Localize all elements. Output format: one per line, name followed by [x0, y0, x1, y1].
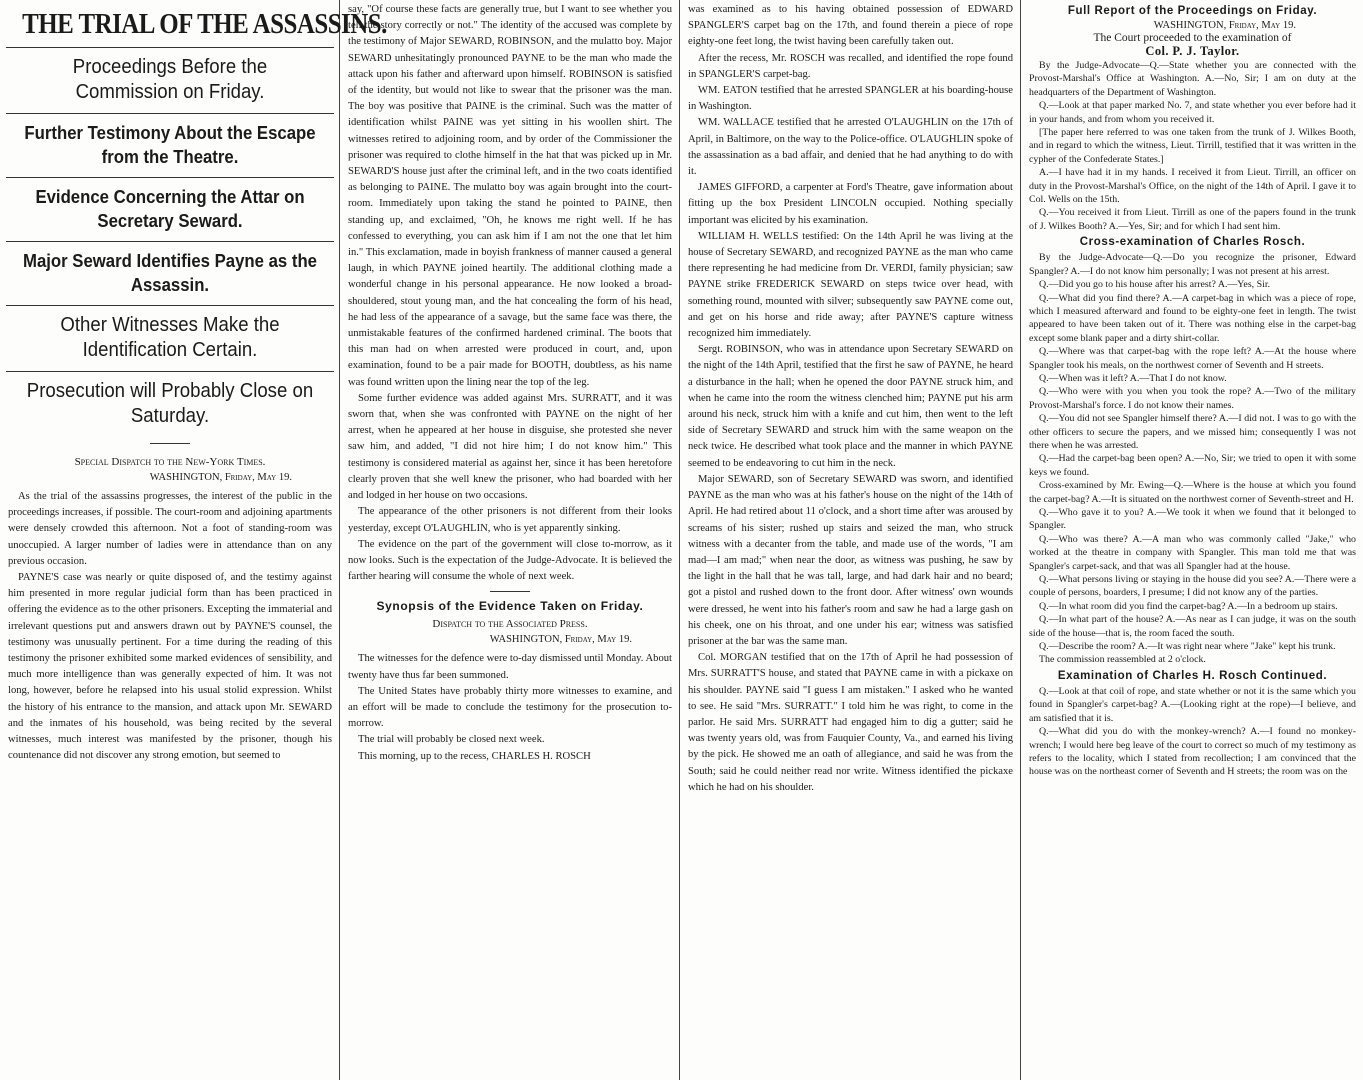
paragraph: Q.—You did not see Spangler himself there? A.—I did not. I was to go with the other officers to secure the papers, and we missed him; consequently I was not there when he was arrested.	[1029, 413, 1356, 451]
paragraph: Q.—In what part of the house? A.—As near as I can judge, it was on the south side of the house—that is, the room faced the south.	[1029, 614, 1356, 639]
paragraph: As the trial of the assassins progresses, the interest of the public in the proceedings increases, if possible. The court-room and adjoining apartments were densely crowded this afternoon. Not a foot of standing-room was unoccupied. A larger number of ladies were in attendance than on any previous occasion.	[8, 491, 332, 567]
dek-1: Proceedings Before the Commission on Friday.	[72, 56, 268, 103]
paragraph: was examined as to his having obtained possession of EDWARD SPANGLER'S carpet bag on the 17th, and found therein a piece of rope eighty-one feet long, the twist having been carefully taken out.	[688, 4, 1013, 48]
dek-4: Major Seward Identifies Payne as the Assassin.	[23, 251, 317, 295]
paragraph: Q.—What did you do with the monkey-wrench? A.—I found no monkey-wrench; I would here beg leave of the court to correct so much of my testimony as refers to the locality, which I stated from recollection; I am convinced that the house was on the northeast corner of Seventh and H streets; the room was on the	[1029, 726, 1356, 778]
dek-3: Evidence Concerning the Attar on Secretary Seward.	[35, 187, 305, 231]
paragraph: Q.—Who was there? A.—A man who was commonly called "Jake," who worked at the theatre in company with Spangler. This man told me that was Spangler's carpet-sack, and that was all Spangler had at the house.	[1029, 533, 1356, 572]
paragraph: Q.—When was it left? A.—That I do not know.	[1039, 372, 1227, 384]
paragraph: The appearance of the other prisoners is not different from their looks yesterday, except O'LAUGHLIN, who is yet apparently sinking.	[348, 506, 672, 534]
paragraph: Cross-examined by Mr. Ewing—Q.—Where is the house at which you found the carpet-bag? A.—It is situated on the northwest corner of Seventh-street and H.	[1029, 480, 1356, 505]
paragraph: The United States have probably thirty more witnesses to examine, and an effort will be made to conclude the testimony for the prosecution to-morrow.	[348, 685, 672, 730]
dek-2: Further Testimony About the Escape from the Theatre.	[24, 123, 316, 167]
paragraph: Q.—Did you go to his house after his arrest? A.—Yes, Sir.	[1039, 279, 1271, 291]
short-rule	[490, 591, 530, 592]
paragraph: say, "Of course these facts are generally true, but I want to see whether you tell the story correctly or not." The identity of the accused was complete by the testimony of Major SEWARD, ROBINSON, and the mulatto boy. Major SEWARD unhesitatingly pronounced PAYNE to be the man who made the attack upon his father and afterward upon himself. ROBINSON is satisfied of the identity, but would not like to swear that the prisoner was the man. The boy was positive that PAINE is the criminal. Such was the matter of identification whilst PAINE was yet sitting in his woollen shirt. The witnesses retired to adjoining room, and by order of the Commissioner the prisoner was required to clothe himself in the hat that was picked up in Mr. SEWARD'S house just after the criminal left, and in the two coats identified as belonging to PAINE. The mulatto boy was again brought into the court-room. Immediately upon taking the stand he pointed to PAINE, then standing up, and exclaimed, "Oh, he knows me right well. If he has confessed to everything, you can ask him if I am not the one that let him in." This exclamation, made in boyish frankness of manner caused a general laugh, in which PAYNE joined heartily. The additional clothing made a wonderful change in his personal appearance. He now looked a broad-shouldered, stout young man, and the hat concealing the form of his head, he had less of the appearance of a savage, but the same face was there, the unmistakable features of the confirmed hardened criminal. The boots that this man had on when arrested were produced in court, and, upon examination, found to be a pair made for BOOTH, doubtless, as his name was found written upon the lining near the top of the leg.	[348, 4, 672, 388]
paragraph: Major SEWARD, son of Secretary SEWARD was sworn, and identified PAYNE as the man who was at his father's house on the night of the 14th of April. He had retired about 11 o'clock, and a short time after was aroused by screams of his sister; rushed up stairs and seized the man, who struck witness with a decanter from the table, and made use of the words, "I am mad—I am mad;" when near the door, as witness was pushing, he saw by the light in the hall that he was tall, large, and had dark hair and no beard; got a pistol and rushed down to the front door. After witness' own wounds were dressed, he went into his father's room and saw he had a large gash on his cheek, one on his throat, and one under his ear; witness was satisfied prisoner at the bar was the same man.	[688, 473, 1013, 647]
paragraph: WM. WALLACE testified that he arrested O'LAUGHLIN on the 17th of April, in Baltimore, on the way to the Police-office. O'LAUGHLIN spoke of the assassination as a bad affair, and denied that he had anything to do with it.	[688, 117, 1013, 178]
column-4	[1021, 0, 1363, 1080]
paragraph: A.—I have had it in my hands. I received it from Lieut. Tirrill, an officer on duty in the Provost-Marshal's Office, on the night of the 14th of April. I gave it to Col. Wells on the 15th.	[1029, 167, 1356, 206]
paragraph: Q.—What persons living or staying in the house did you see? A.—There were a couple of persons, boarders, I presume; I did not know any of the parties.	[1029, 574, 1356, 599]
paragraph: JAMES GIFFORD, a carpenter at Ford's Theatre, gave information about fitting up the box President LINCOLN occupied. Nothing specially important was elicited by his examination.	[688, 182, 1013, 226]
witness-name: Col. P. J. Taylor.	[1145, 44, 1240, 58]
paragraph: Q.—Who were with you when you took the rope? A.—Two of the military Provost-Marshal's force. I do not know their names.	[1029, 386, 1356, 411]
paragraph: Q.—What did you find there? A.—A carpet-bag in which was a piece of rope, which I measured afterward and found to be eighty-one feet in length. The twist appeared to have been taken out of it. There was nothing else in the carpet-bag except some blank paper and a dirty shirt-collar.	[1029, 292, 1356, 344]
paragraph: PAYNE'S case was nearly or quite disposed of, and the testimy against him presented in more regular judicial form than has been practiced in offering the evidence as to the other prisoners. Excepting the immaterial and irrelevant questions put and answers drawn out by PAYNE'S counsel, the testimony was unusually pertinent. For a time during the reading of this testimony the prisoner exhibited some marked evidences of sensibility, and much more intelligence than was generally expected of him. It was not long, however, before he relapsed into his usual stolid expression. Whilst the history of his entrance to the mansion, and attack upon Mr. SEWARD and the inmates of his household, was being recited by the several witnesses, much interest was manifested by the prisoner, though his countenance did not discover any strong emotion, but seemed to	[8, 572, 332, 762]
dek-6: Prosecution will Probably Close on Saturday.	[26, 380, 314, 427]
paragraph: [The paper here referred to was one taken from the trunk of J. Wilkes Booth, and in regard to which the witness, Lieut. Tirrill, testified that it was written in the cypher of the Confederate States.]	[1029, 127, 1356, 165]
section-heading: Cross-examination of Charles Rosch.	[1079, 236, 1306, 249]
paragraph: Q.—Who gave it to you? A.—We took it when we found that it belonged to Spangler.	[1029, 507, 1356, 532]
paragraph: Sergt. ROBINSON, who was in attendance upon Secretary SEWARD on the night of the 14th April, testified that the first he saw of PAYNE, he heard a disturbance in the hall; when he opened the door PAYNE struck him, and when he came into the room the witness clenched him; PAYNE put his arm around his neck, struck him with a knife and cut him, then went to the left side of Secretary SEWARD and struck him with the same weapon on the neck twice. He described what took place and the manner in which PAYNE seemed to be endeavoring to cut him in the neck.	[688, 344, 1013, 469]
dateline: WASHINGTON, Friday, May 19.	[1153, 20, 1296, 31]
paragraph: Col. MORGAN testified that on the 17th of April he had possession of Mrs. SURRATT'S house, and stated that PAYNE came in with a pickaxe on his shoulder. PAYNE said "I guess I am mistaken." I asked who he wanted to see. He said "Mrs. SURRATT." I told him he was right, to come in the parlor. He said Mrs. SURRATT had engaged him to dig a gutter; said he was twenty years old, was from Fauquier County, Va., and earned his living by the pick. He showed me an oath of allegiance, and said he was from the South; said he could neither read nor write. Witness identified the pickaxe which he had on his shoulder.	[688, 652, 1013, 793]
section-heading: Synopsis of the Evidence Taken on Friday.	[376, 599, 644, 614]
dateline: WASHINGTON, Friday, May 19.	[489, 634, 632, 646]
paragraph: By the Judge-Advocate—Q.—State whether you are connected with the Provost-Marshal's Office at Washington. A.—No, Sir; I am on duty at the headquarters of the Department of Washington.	[1029, 60, 1356, 98]
short-rule	[150, 443, 190, 444]
paragraph: Q.—Had the carpet-bag been open? A.—No, Sir; we tried to open it with some keys we found.	[1029, 453, 1356, 478]
section-heading: Full Report of the Proceedings on Friday.	[1067, 5, 1318, 17]
column-3	[680, 0, 1021, 1080]
paragraph: The commission reassembled at 2 o'clock.	[1039, 654, 1206, 666]
dek-5: Other Witnesses Make the Identification Certain.	[60, 314, 280, 361]
paragraph: WM. EATON testified that he arrested SPANGLER at his boarding-house in Washington.	[688, 85, 1013, 113]
paragraph: Q.—Where was that carpet-bag with the rope left? A.—At the house where Spangler took his meals, on the northwest corner of Seventh and H streets.	[1029, 346, 1356, 371]
paragraph: Q.—Look at that paper marked No. 7, and state whether you ever before had it in your hands, and from whom you received it.	[1029, 100, 1356, 125]
paragraph: By the Judge-Advocate—Q.—Do you recognize the prisoner, Edward Spangler? A.—I do not know him personally; I was not present at his arrest.	[1029, 252, 1356, 277]
paragraph: Q.—Describe the room? A.—It was right near where "Jake" kept his trunk.	[1039, 641, 1336, 653]
paragraph: After the recess, Mr. ROSCH was recalled, and identified the rope found in SPANGLER'S carpet-bag.	[688, 52, 1013, 80]
paragraph: Q.—Look at that coil of rope, and state whether or not it is the same which you found in Spangler's carpet-bag? A.—(Looking right at the rope)—I believe, and am satisfied that it is.	[1029, 685, 1356, 724]
section-heading: Examination of Charles H. Rosch Continued.	[1057, 669, 1328, 682]
paragraph: WILLIAM H. WELLS testified: On the 14th April he was living at the house of Secretary SEWARD, and recognized PAYNE as the man who came there representing he had medicine from Dr. VERDI, family physician; saw PAYNE strike FREDERICK SEWARD on steps twice over head, with something round, mounted with silver; subsequently saw PAYNE come out, and get on his horse and ride away; after PAYNE'S capture witness recognized him immediately.	[688, 230, 1013, 340]
intro-line: The Court proceeded to the examination of	[1093, 32, 1292, 44]
paragraph: Q.—You received it from Lieut. Tirrill as one of the papers found in the trunk of J. Wilkes Booth? A.—Yes, Sir; and for which I had sent him.	[1029, 207, 1356, 232]
masthead: THE TRIAL OF THE ASSASSINS.	[22, 8, 387, 40]
paragraph: The trial will probably be closed next week.	[358, 734, 545, 746]
byline: Special Dispatch to the New-York Times.	[74, 456, 266, 468]
column-1	[0, 0, 387, 1080]
ap-byline: Dispatch to the Associated Press.	[432, 618, 588, 631]
dateline: WASHINGTON, Friday, May 19.	[149, 472, 292, 483]
paragraph: This morning, up to the recess, CHARLES H. ROSCH	[358, 750, 591, 762]
paragraph: Q.—In what room did you find the carpet-bag? A.—In a bedroom up stairs.	[1039, 600, 1338, 612]
column-2	[340, 0, 680, 1080]
paragraph: The witnesses for the defence were to-day dismissed until Monday. About twenty have thus far been summoned.	[348, 653, 672, 681]
paragraph: Some further evidence was added against Mrs. SURRATT, and it was sworn that, when she was confronted with PAYNE on the night of her arrest, when he appeared at her house in disguise, she protested she never saw him, and added, "I did not hire him; I do not know him." This testimony is considered material as against her, since it has been heretofore clearly proven that she well knew the prisoner, who had boarded with her and lodged in her house on two occasions.	[348, 392, 672, 502]
paragraph: The evidence on the part of the government will close to-morrow, as it now looks. Such is the expectation of the Judge-Advocate. It is believed the farther hearing will consume the whole of next week.	[348, 538, 672, 583]
